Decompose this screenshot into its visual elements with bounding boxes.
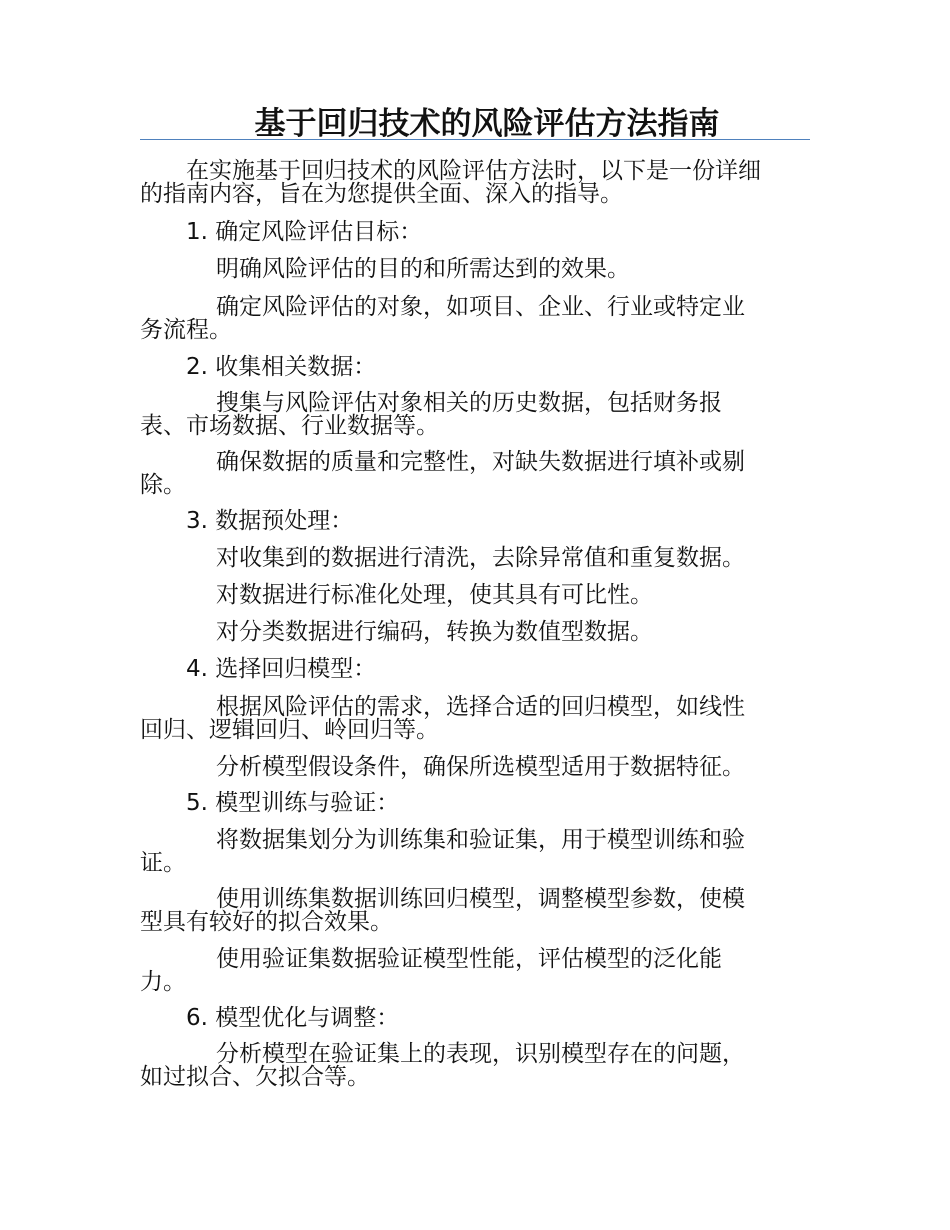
list-item [140,696,810,742]
list-item-line-1: 确定风险评估的对象，如项目、企业、行业或特定业 [216,294,745,320]
list-item [140,948,810,994]
section-heading-6 [140,1007,810,1030]
intro-line-2: 的指南内容，旨在为您提供全面、深入的指导。 [140,181,623,207]
list-item-line-1: 对分类数据进行编码，转换为数值型数据。 [216,619,653,645]
list-item [140,756,810,779]
section-heading-4 [140,658,810,681]
list-item-line-1: 对数据进行标准化处理，使其具有可比性。 [216,582,653,608]
list-item-line-2: 型具有较好的拟合效果。 [140,909,393,935]
list-item [140,296,810,342]
list-item [140,1043,810,1089]
section-heading-2 [140,356,810,379]
list-item-line-2: 证。 [140,850,186,876]
list-item-line-2: 表、市场数据、行业数据等。 [140,413,439,439]
list-item-line-2: 除。 [140,472,186,498]
intro-paragraph [140,160,810,206]
list-item-line-1: 分析模型假设条件，确保所选模型适用于数据特征。 [216,754,745,780]
list-item-line-2: 力。 [140,969,186,995]
list-item-line-1: 使用训练集数据训练回归模型，调整模型参数，使模 [216,886,745,912]
intro-line-1: 在实施基于回归技术的风险评估方法时，以下是一份详细 [186,158,761,184]
section-heading-1 [140,221,810,244]
list-item [140,584,810,607]
section-heading-5 [140,792,810,815]
list-item-line-2: 务流程。 [140,317,232,343]
section-heading-text: 1. 确定风险评估目标： [186,219,423,245]
list-item [140,451,810,497]
list-item-line-2: 如过拟合、欠拟合等。 [140,1064,370,1090]
section-heading-text: 3. 数据预处理： [186,508,354,534]
list-item-line-1: 使用验证集数据验证模型性能，评估模型的泛化能 [216,946,722,972]
list-item [140,829,810,875]
list-item-line-1: 确保数据的质量和完整性，对缺失数据进行填补或剔 [216,449,745,475]
list-item-line-1: 明确风险评估的目的和所需达到的效果。 [216,256,630,282]
list-item [140,547,810,570]
section-heading-text: 5. 模型训练与验证： [186,790,400,816]
list-item-line-1: 将数据集划分为训练集和验证集，用于模型训练和验 [216,827,745,853]
list-item-line-2: 回归、逻辑回归、岭回归等。 [140,717,439,743]
list-item [140,621,810,644]
document-title: 基于回归技术的风险评估方法指南 [254,106,720,142]
list-item-line-1: 对收集到的数据进行清洗，去除异常值和重复数据。 [216,545,745,571]
list-item [140,888,810,934]
list-item-line-1: 根据风险评估的需求，选择合适的回归模型，如线性 [216,694,745,720]
title-underline [140,139,810,140]
section-heading-3 [140,510,810,533]
section-heading-text: 6. 模型优化与调整： [186,1005,400,1031]
list-item-line-1: 搜集与风险评估对象相关的历史数据，包括财务报 [216,390,722,416]
list-item [140,258,810,281]
section-heading-text: 2. 收集相关数据： [186,354,377,380]
list-item-line-1: 分析模型在验证集上的表现，识别模型存在的问题， [216,1041,745,1067]
list-item [140,392,810,438]
section-heading-text: 4. 选择回归模型： [186,656,377,682]
